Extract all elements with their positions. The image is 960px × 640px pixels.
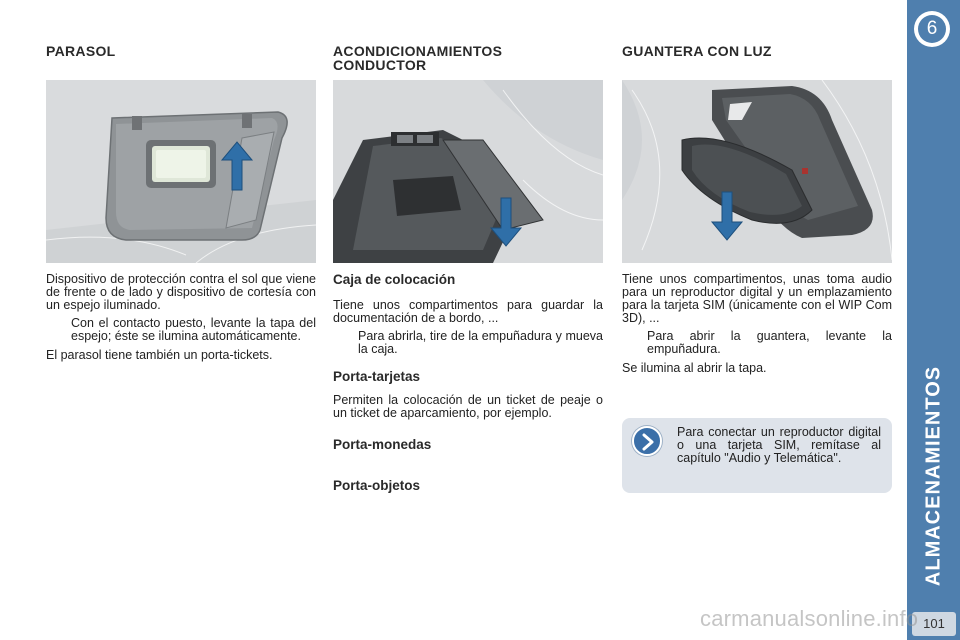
photo-storage-box xyxy=(333,80,603,263)
info-note-text: Para conectar un reproductor digital o una tarjeta SIM, remítase al capítulo "Audio y Telemática". xyxy=(677,425,881,465)
chapter-number: 6 xyxy=(918,15,946,43)
parasol-description: Dispositivo de protección contra el sol que viene de frente o de lado y dispositivo de cortesía con un espejo iluminado. xyxy=(46,272,316,312)
parasol-bullet xyxy=(46,317,316,343)
subtitle-card-holder: Porta-tarjetas xyxy=(333,369,421,384)
glove-box-bullet xyxy=(622,330,892,356)
glove-box-description: Tiene unos compartimentos, unas toma audio para un reproductor digital y un emplazamiento para la tarjeta SIM (únicamente con el WIP Com 3D), ... xyxy=(622,272,892,325)
subtitle-object-holder: Porta-objetos xyxy=(333,478,421,493)
subtitle-coin-holder: Porta-monedas xyxy=(333,437,432,452)
storage-box-bullet xyxy=(333,330,603,356)
storage-box-description: Tiene unos compartimentos para guardar la documentación de a bordo, ... xyxy=(333,298,603,325)
glove-box-bullet-text: Para abrir la guantera, levante la empuñadura. xyxy=(647,329,892,356)
parasol-ticket-note: El parasol tiene también un porta-tickets. xyxy=(46,348,273,362)
photo-sun-visor xyxy=(46,80,316,263)
section-title-conductor-line2: CONDUCTOR xyxy=(333,57,427,73)
section-title-parasol: PARASOL xyxy=(46,43,116,59)
sun-visor-illustration xyxy=(46,80,316,263)
storage-box-illustration xyxy=(333,80,603,263)
section-title-conductor xyxy=(333,44,605,72)
chapter-number-badge xyxy=(914,11,950,47)
info-note xyxy=(622,418,892,493)
parasol-bullet-text: Con el contacto puesto, levante la tapa del espejo; éste se ilumina automáticamente. xyxy=(71,316,316,343)
card-holder-description: Permiten la colocación de un ticket de peaje o un ticket de aparcamiento, por ejemplo. xyxy=(333,393,603,420)
chevron-right-icon xyxy=(632,426,662,456)
section-title-guantera: GUANTERA CON LUZ xyxy=(622,43,772,59)
page-number: 101 xyxy=(912,612,956,636)
section-title-conductor-line1: ACONDICIONAMIENTOS xyxy=(333,43,503,59)
storage-box-bullet-text: Para abrirla, tire de la empuñadura y mueva la caja. xyxy=(358,329,603,356)
photo-glove-box xyxy=(622,80,892,263)
subtitle-storage-box: Caja de colocación xyxy=(333,272,456,287)
chapter-title: ALMACENAMIENTOS xyxy=(922,365,945,587)
glove-box-illustration xyxy=(622,80,892,263)
watermark: carmanualsonline.info xyxy=(700,606,919,631)
glove-box-light-note: Se ilumina al abrir la tapa. xyxy=(622,361,767,375)
